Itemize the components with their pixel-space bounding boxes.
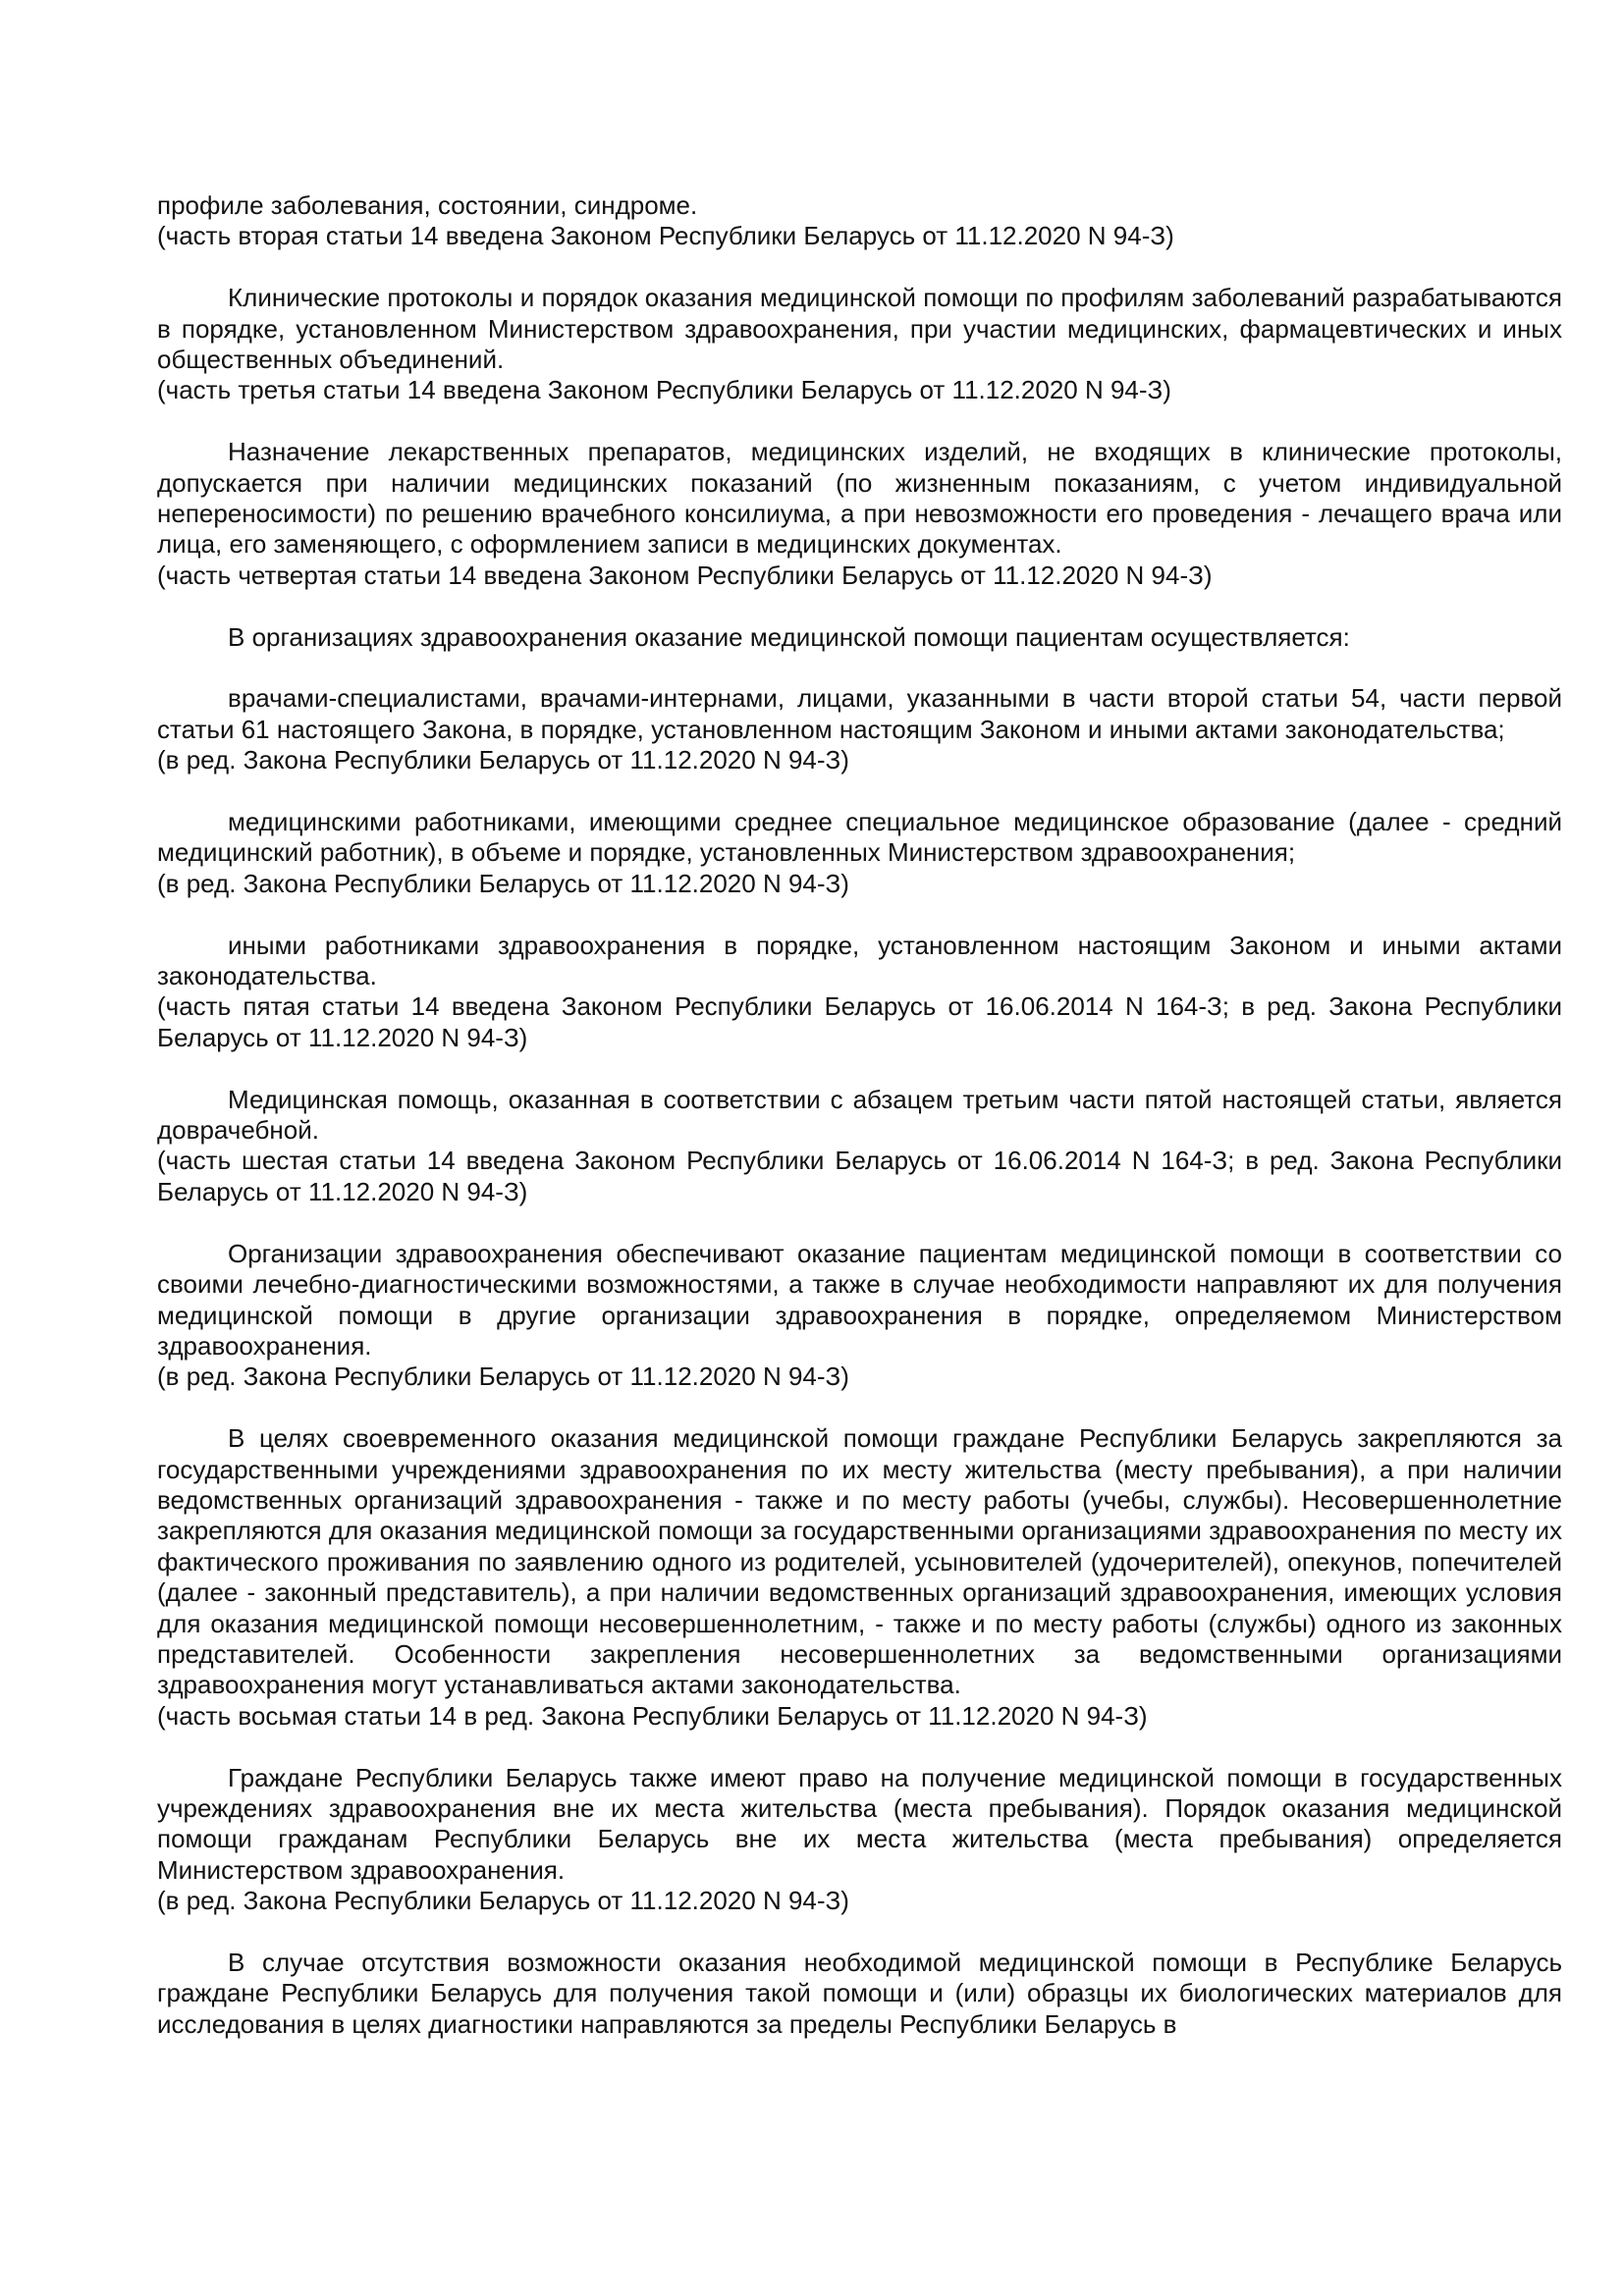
paragraph-block: [157, 807, 1562, 899]
paragraph-block: [157, 437, 1562, 591]
amendment-note: (в ред. Закона Республики Беларусь от 11.12.2020 N 94-З): [157, 868, 849, 898]
paragraph-block: [157, 190, 1562, 252]
amendment-note: (в ред. Закона Республики Беларусь от 11.12.2020 N 94-З): [157, 1362, 849, 1392]
paragraph-block: [157, 931, 1562, 1054]
paragraph-block: [157, 1423, 1562, 1732]
amendment-note: (часть вторая статьи 14 введена Законом Республики Беларусь от 11.12.2020 N 94-З): [157, 221, 1174, 251]
paragraph-text: медицинскими работниками, имеющими среднее специальное медицинское образование (далее - средний медицинский работник), в объеме и порядке, установленных Министерством здравоохранения;: [157, 807, 1562, 868]
paragraph-block: [157, 1239, 1562, 1393]
amendment-note: (в ред. Закона Республики Беларусь от 11.12.2020 N 94-З): [157, 1886, 849, 1916]
amendment-note: (в ред. Закона Республики Беларусь от 11.12.2020 N 94-З): [157, 745, 849, 775]
paragraph-text: врачами-специалистами, врачами-интернами, лицами, указанными в части второй статьи 54, части первой статьи 61 настоящего Закона, в порядке, установленном настоящим Законом и иными актами законодательства;: [157, 683, 1562, 744]
amendment-note: (часть восьмая статьи 14 в ред. Закона Республики Беларусь от 11.12.2020 N 94-З): [157, 1700, 1148, 1731]
paragraph-text: Клинические протоколы и порядок оказания медицинской помощи по профилям заболеваний разрабатываются в порядке, установленном Министерством здравоохранения, при участии медицинских, фармацевтических и иных общественных объединений.: [157, 283, 1562, 375]
paragraph-block: [157, 622, 1562, 653]
paragraph-text: В случае отсутствия возможности оказания необходимой медицинской помощи в Республике Беларусь граждане Республики Беларусь для получения такой помощи и (или) образцы их биологических материалов для исследования в целях диагностики направляются за пределы Республики Беларусь в: [157, 1947, 1562, 2039]
paragraph-text: Медицинская помощь, оказанная в соответствии с абзацем третьим части пятой настоящей статьи, является доврачебной.: [157, 1084, 1562, 1146]
amendment-note: (часть шестая статьи 14 введена Законом Республики Беларусь от 16.06.2014 N 164-З; в ред. Закона Республики Беларусь от 11.12.2020 N 94-З): [157, 1146, 1562, 1206]
paragraph-block: [157, 1085, 1562, 1208]
paragraph-block: [157, 683, 1562, 775]
paragraph-text: профиле заболевания, состоянии, синдроме.: [157, 190, 698, 220]
paragraph-text: Назначение лекарственных препаратов, медицинских изделий, не входящих в клинические протоколы, допускается при наличии медицинских показаний (по жизненным показаниям, с учетом индивидуальной непереносимости) по решению врачебного консилиума, а при невозможности его проведения - лечащего врача или лица, его заменяющего, с оформлением записи в медицинских документах.: [157, 437, 1562, 560]
amendment-note: (часть третья статьи 14 введена Законом Республики Беларусь от 11.12.2020 N 94-З): [157, 375, 1171, 405]
paragraph-text: В организациях здравоохранения оказание медицинской помощи пациентам осуществляется:: [228, 621, 1350, 652]
paragraph-block: [157, 283, 1562, 406]
paragraph-block: [157, 1948, 1562, 2040]
document-body: [157, 190, 1562, 2071]
paragraph-block: [157, 1763, 1562, 1917]
amendment-note: (часть пятая статьи 14 введена Законом Республики Беларусь от 16.06.2014 N 164-З; в ред. Закона Республики Беларусь от 11.12.2020 N 94-З): [157, 991, 1562, 1052]
paragraph-text: иными работниками здравоохранения в порядке, установленном настоящим Законом и иными актами законодательства.: [157, 930, 1562, 991]
paragraph-text: В целях своевременного оказания медицинской помощи граждане Республики Беларусь закрепляются за государственными учреждениями здравоохранения по их месту жительства (месту пребывания), а при наличии ведомственных организаций здравоохранения - также и по месту работы (учебы, службы). Несовершеннолетние закрепляются для оказания медицинской помощи за государственными организациями здравоохранения по месту их фактического проживания по заявлению одного из родителей, усыновителей (удочерителей), опекунов, попечителей (далее - законный представитель), а при наличии ведомственных организаций здравоохранения, имеющих условия для оказания медицинской помощи несовершеннолетним, - также и по месту работы (службы) одного из законных представителей. Особенности закрепления несовершеннолетних за ведомственными организациями здравоохранения могут устанавливаться актами законодательства.: [157, 1423, 1562, 1700]
amendment-note: (часть четвертая статьи 14 введена Законом Республики Беларусь от 11.12.2020 N 94-З): [157, 560, 1213, 590]
paragraph-text: Организации здравоохранения обеспечивают оказание пациентам медицинской помощи в соответствии со своими лечебно-диагностическими возможностями, а также в случае необходимости направляют их для получения медицинской помощи в другие организации здравоохранения в порядке, определяемом Министерством здравоохранения.: [157, 1238, 1562, 1361]
paragraph-text: Граждане Республики Беларусь также имеют право на получение медицинской помощи в государственных учреждениях здравоохранения вне их места жительства (места пребывания). Порядок оказания медицинской помощи гражданам Республики Беларусь вне их места жительства (места пребывания) определяется Министерством здравоохранения.: [157, 1762, 1562, 1885]
